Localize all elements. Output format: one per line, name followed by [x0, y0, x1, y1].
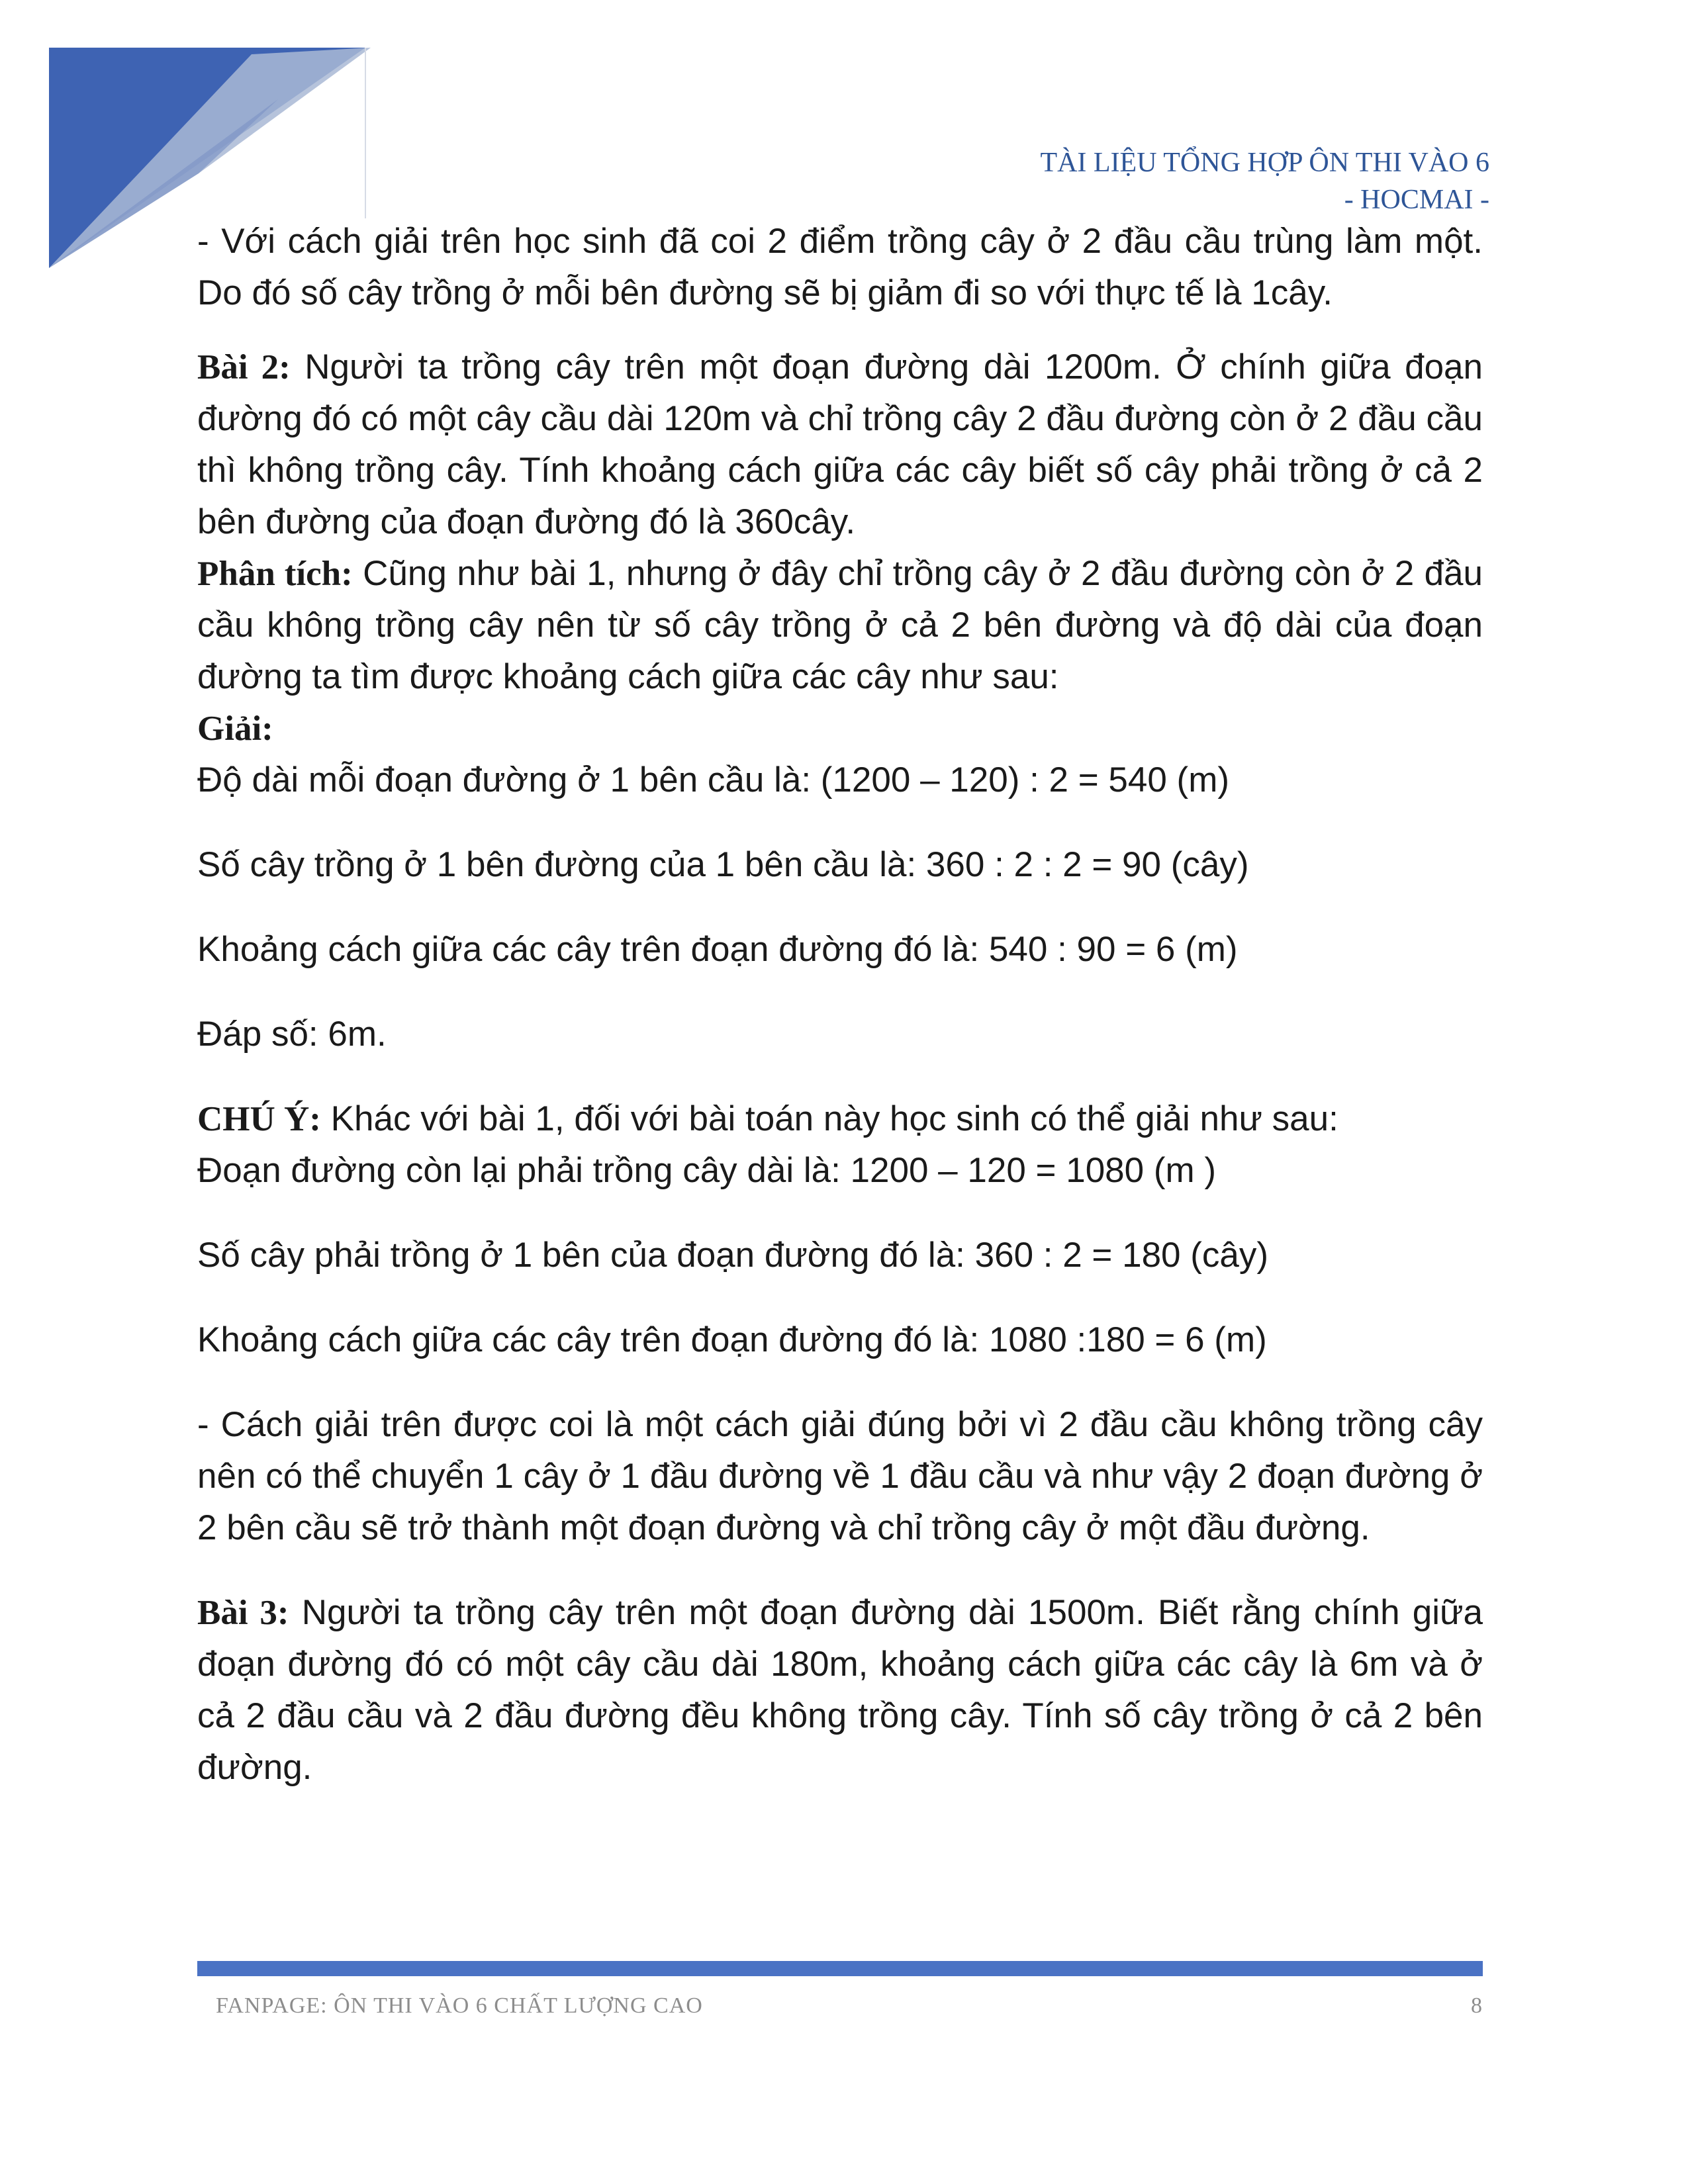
solution-line-3: Khoảng cách giữa các cây trên đoạn đường đó là: 540 : 90 = 6 (m) — [197, 930, 1238, 969]
label-bai-3: Bài 3: — [197, 1594, 289, 1632]
header-title: TÀI LIỆU TỔNG HỢP ÔN THI VÀO 6 — [1040, 148, 1489, 178]
label-bai-2: Bài 2: — [197, 348, 291, 387]
text-bai-3: Người ta trồng cây trên một đoạn đường dài 1500m. Biết rằng chính giữa đoạn đường đó có một cây cầu dài 180m, khoảng cách giữa các cây là 6m và ở cả 2 đầu cầu và 2 đầu đường đều không trồng cây. Tính số cây trồng ở cả 2 bên đường. — [197, 1593, 1483, 1787]
page-number: 8 — [1471, 1993, 1483, 2018]
answer-line: Đáp số: 6m. — [197, 1015, 387, 1054]
paragraph-chu-y — [197, 1093, 1483, 1145]
document-body — [197, 216, 1483, 1794]
header-subtitle: - HOCMAI - — [1344, 185, 1489, 215]
paragraph-note-1: - Với cách giải trên học sinh đã coi 2 điểm trồng cây ở 2 đầu cầu trùng làm một. Do đó số cây trồng ở mỗi bên đường sẽ bị giảm đi so với thực tế là 1cây. — [197, 222, 1483, 312]
paragraph-phan-tich — [197, 548, 1483, 703]
solution-line-2: Số cây trồng ở 1 bên đường của 1 bên cầu là: 360 : 2 : 2 = 90 (cây) — [197, 845, 1249, 884]
solution-line-1: Độ dài mỗi đoạn đường ở 1 bên cầu là: (1200 – 120) : 2 = 540 (m) — [197, 760, 1229, 799]
paragraph-bai-3 — [197, 1587, 1483, 1794]
footer-accent-bar — [197, 1961, 1483, 1976]
text-chu-y: Khác với bài 1, đối với bài toán này học sinh có thể giải như sau: — [320, 1099, 1338, 1138]
footer-fanpage: FANPAGE: ÔN THI VÀO 6 CHẤT LƯỢNG CAO — [216, 1993, 703, 2018]
alt-solution-line-2: Số cây phải trồng ở 1 bên của đoạn đường đó là: 360 : 2 = 180 (cây) — [197, 1236, 1269, 1275]
label-chu-y: CHÚ Ý: — [197, 1100, 321, 1138]
document-header — [1040, 144, 1489, 218]
paragraph-bai-2 — [197, 341, 1483, 548]
text-bai-2: Người ta trồng cây trên một đoạn đường dài 1200m. Ở chính giữa đoạn đường đó có một cây cầu dài 120m và chỉ trồng cây 2 đầu đường còn ở 2 đầu cầu thì không trồng cây. Tính khoảng cách giữa các cây biết số cây phải trồng ở cả 2 bên đường của đoạn đường đó là 360cây. — [197, 347, 1483, 541]
label-giai: Giải: — [197, 709, 273, 748]
label-phan-tich: Phân tích: — [197, 555, 353, 593]
paragraph-note-2: - Cách giải trên được coi là một cách giải đúng bởi vì 2 đầu cầu không trồng cây nên có thể chuyển 1 cây ở 1 đầu đường về 1 đầu cầu và như vậy 2 đoạn đường ở 2 bên cầu sẽ trở thành một đoạn đường và chỉ trồng cây ở một đầu đường. — [197, 1405, 1483, 1547]
alt-solution-line-3: Khoảng cách giữa các cây trên đoạn đường đó là: 1080 :180 = 6 (m) — [197, 1320, 1267, 1359]
text-phan-tich: Cũng như bài 1, nhưng ở đây chỉ trồng cây ở 2 đầu đường còn ở 2 đầu cầu không trồng cây nên từ số cây trồng ở cả 2 bên đường và độ dài của đoạn đường ta tìm được khoảng cách giữa các cây như sau: — [197, 554, 1483, 696]
alt-solution-line-1: Đoạn đường còn lại phải trồng cây dài là: 1200 – 120 = 1080 (m ) — [197, 1151, 1217, 1190]
